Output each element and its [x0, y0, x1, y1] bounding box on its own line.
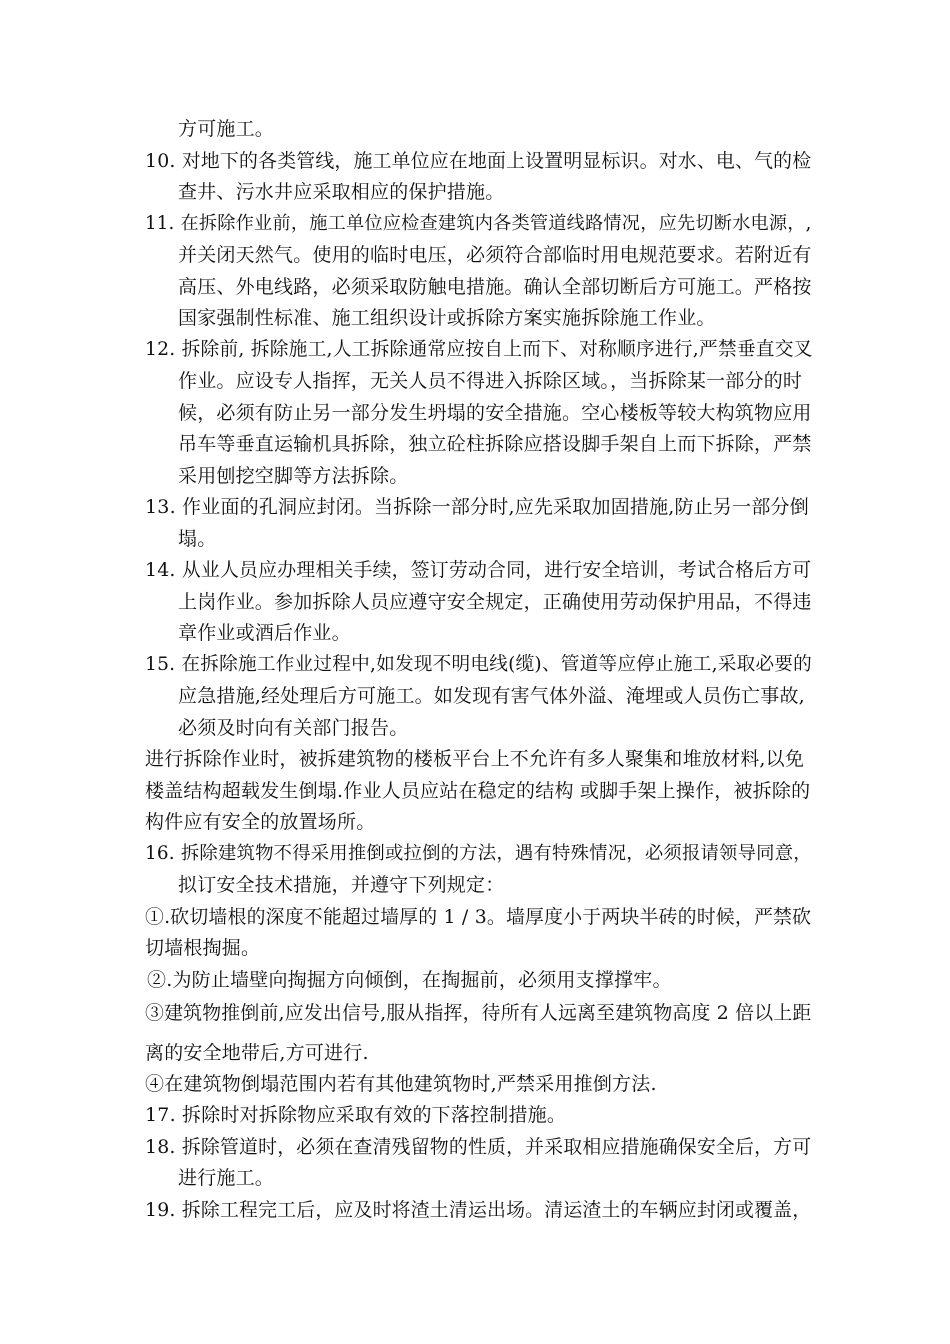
text-line: 采用刨挖空脚等方法拆除。 [178, 465, 409, 487]
sub-item-1: ①.砍切墙根的深度不能超过墙厚的 1 / 3。墙厚度小于两块半砖的时候，严禁砍 [145, 906, 812, 928]
text-line: 并关闭天然气。使用的临时电压，必须符合部临时用电规范要求。若附近有 [178, 244, 812, 266]
list-item-19: 19. 拆除工程完工后，应及时将渣土清运出场。清运渣土的车辆应封闭或覆盖， [145, 1199, 812, 1221]
list-item-10: 10. 对地下的各类管线，施工单位应在地面上设置明显标识。对水、电、气的检 [145, 150, 812, 172]
text-line: 进行拆除作业时，被拆建筑物的楼板平台上不允许有多人聚集和堆放材料,以免 [145, 748, 805, 770]
text-line: 吊车等垂直运输机具拆除，独立砼柱拆除应搭设脚手架自上而下拆除，严禁 [178, 433, 812, 455]
text-line: 作业。应设专人指挥，无关人员不得进入拆除区域。，当拆除某一部分的时 [178, 370, 803, 392]
text-line: 上岗作业。参加拆除人员应遵守安全规定，正确使用劳动保护用品，不得违 [178, 591, 812, 613]
text-line: 应急措施,经处理后方可施工。如发现有害气体外溢、淹埋或人员伤亡事故, [178, 685, 805, 707]
text-line: 查井、污水井应采取相应的保护措施。 [178, 181, 505, 203]
sub-item-3: ③建筑物推倒前,应发出信号,服从指挥，待所有人远离至建筑物高度 2 倍以上距 [145, 1002, 812, 1024]
list-item-12: 12. 拆除前, 拆除施工,人工拆除通常应按自上而下、对称顺序进行,严禁垂直交叉 [145, 339, 813, 360]
text-line: 塌。 [178, 528, 217, 550]
text-line: 构件应有安全的放置场所。 [145, 811, 376, 833]
text-line: 拟订安全技术措施，并遵守下列规定： [178, 874, 505, 896]
text-line: 国家强制性标准、施工组织设计或拆除方案实施拆除施工作业。 [178, 307, 716, 329]
list-item-15: 15. 在拆除施工作业过程中,如发现不明电线(缆)、管道等应停止施工,采取必要的 [145, 654, 813, 675]
text-line: 进行施工。 [178, 1167, 275, 1189]
list-item-11: 11. 在拆除作业前，施工单位应检查建筑内各类管道线路情况，应先切断水电源，, [145, 213, 812, 234]
text-line: 楼盖结构超载发生倒塌.作业人员应站在稳定的结构 或脚手架上操作，被拆除的 [145, 780, 811, 802]
text-line: 必须及时向有关部门报告。 [178, 717, 409, 739]
list-item-14: 14. 从业人员应办理相关手续，签订劳动合同，进行安全培训，考试合格后方可 [145, 559, 812, 581]
list-item-16: 16. 拆除建筑物不得采用推倒或拉倒的方法，遇有特殊情况，必须报请领导同意， [145, 843, 812, 864]
text-line: 高压、外电线路，必须采取防触电措施。确认全部切断后方可施工。严格按 [178, 276, 812, 298]
text-line: 方可施工。 [178, 118, 275, 140]
list-item-17: 17. 拆除时对拆除物应采取有效的下落控制措施。 [145, 1104, 567, 1126]
text-line: 章作业或酒后作业。 [178, 622, 351, 644]
text-line: 候，必须有防止另一部分发生坍塌的安全措施。空心楼板等较大构筑物应用 [178, 402, 812, 424]
text-line: 切墙根掏掘。 [145, 937, 261, 959]
sub-item-2: ②.为防止墙壁向掏掘方向倾倒，在掏掘前，必须用支撑撑牢。 [147, 969, 672, 991]
text-line: 离的安全地带后,方可进行. [145, 1042, 369, 1064]
list-item-13: 13. 作业面的孔洞应封闭。当拆除一部分时,应先采取加固措施,防止另一部分倒 [145, 496, 809, 518]
sub-item-4: ④在建筑物倒塌范围内若有其他建筑物时,严禁采用推倒方法. [145, 1073, 657, 1095]
list-item-18: 18. 拆除管道时，必须在查清残留物的性质，并采取相应措施确保安全后，方可 [145, 1136, 812, 1158]
